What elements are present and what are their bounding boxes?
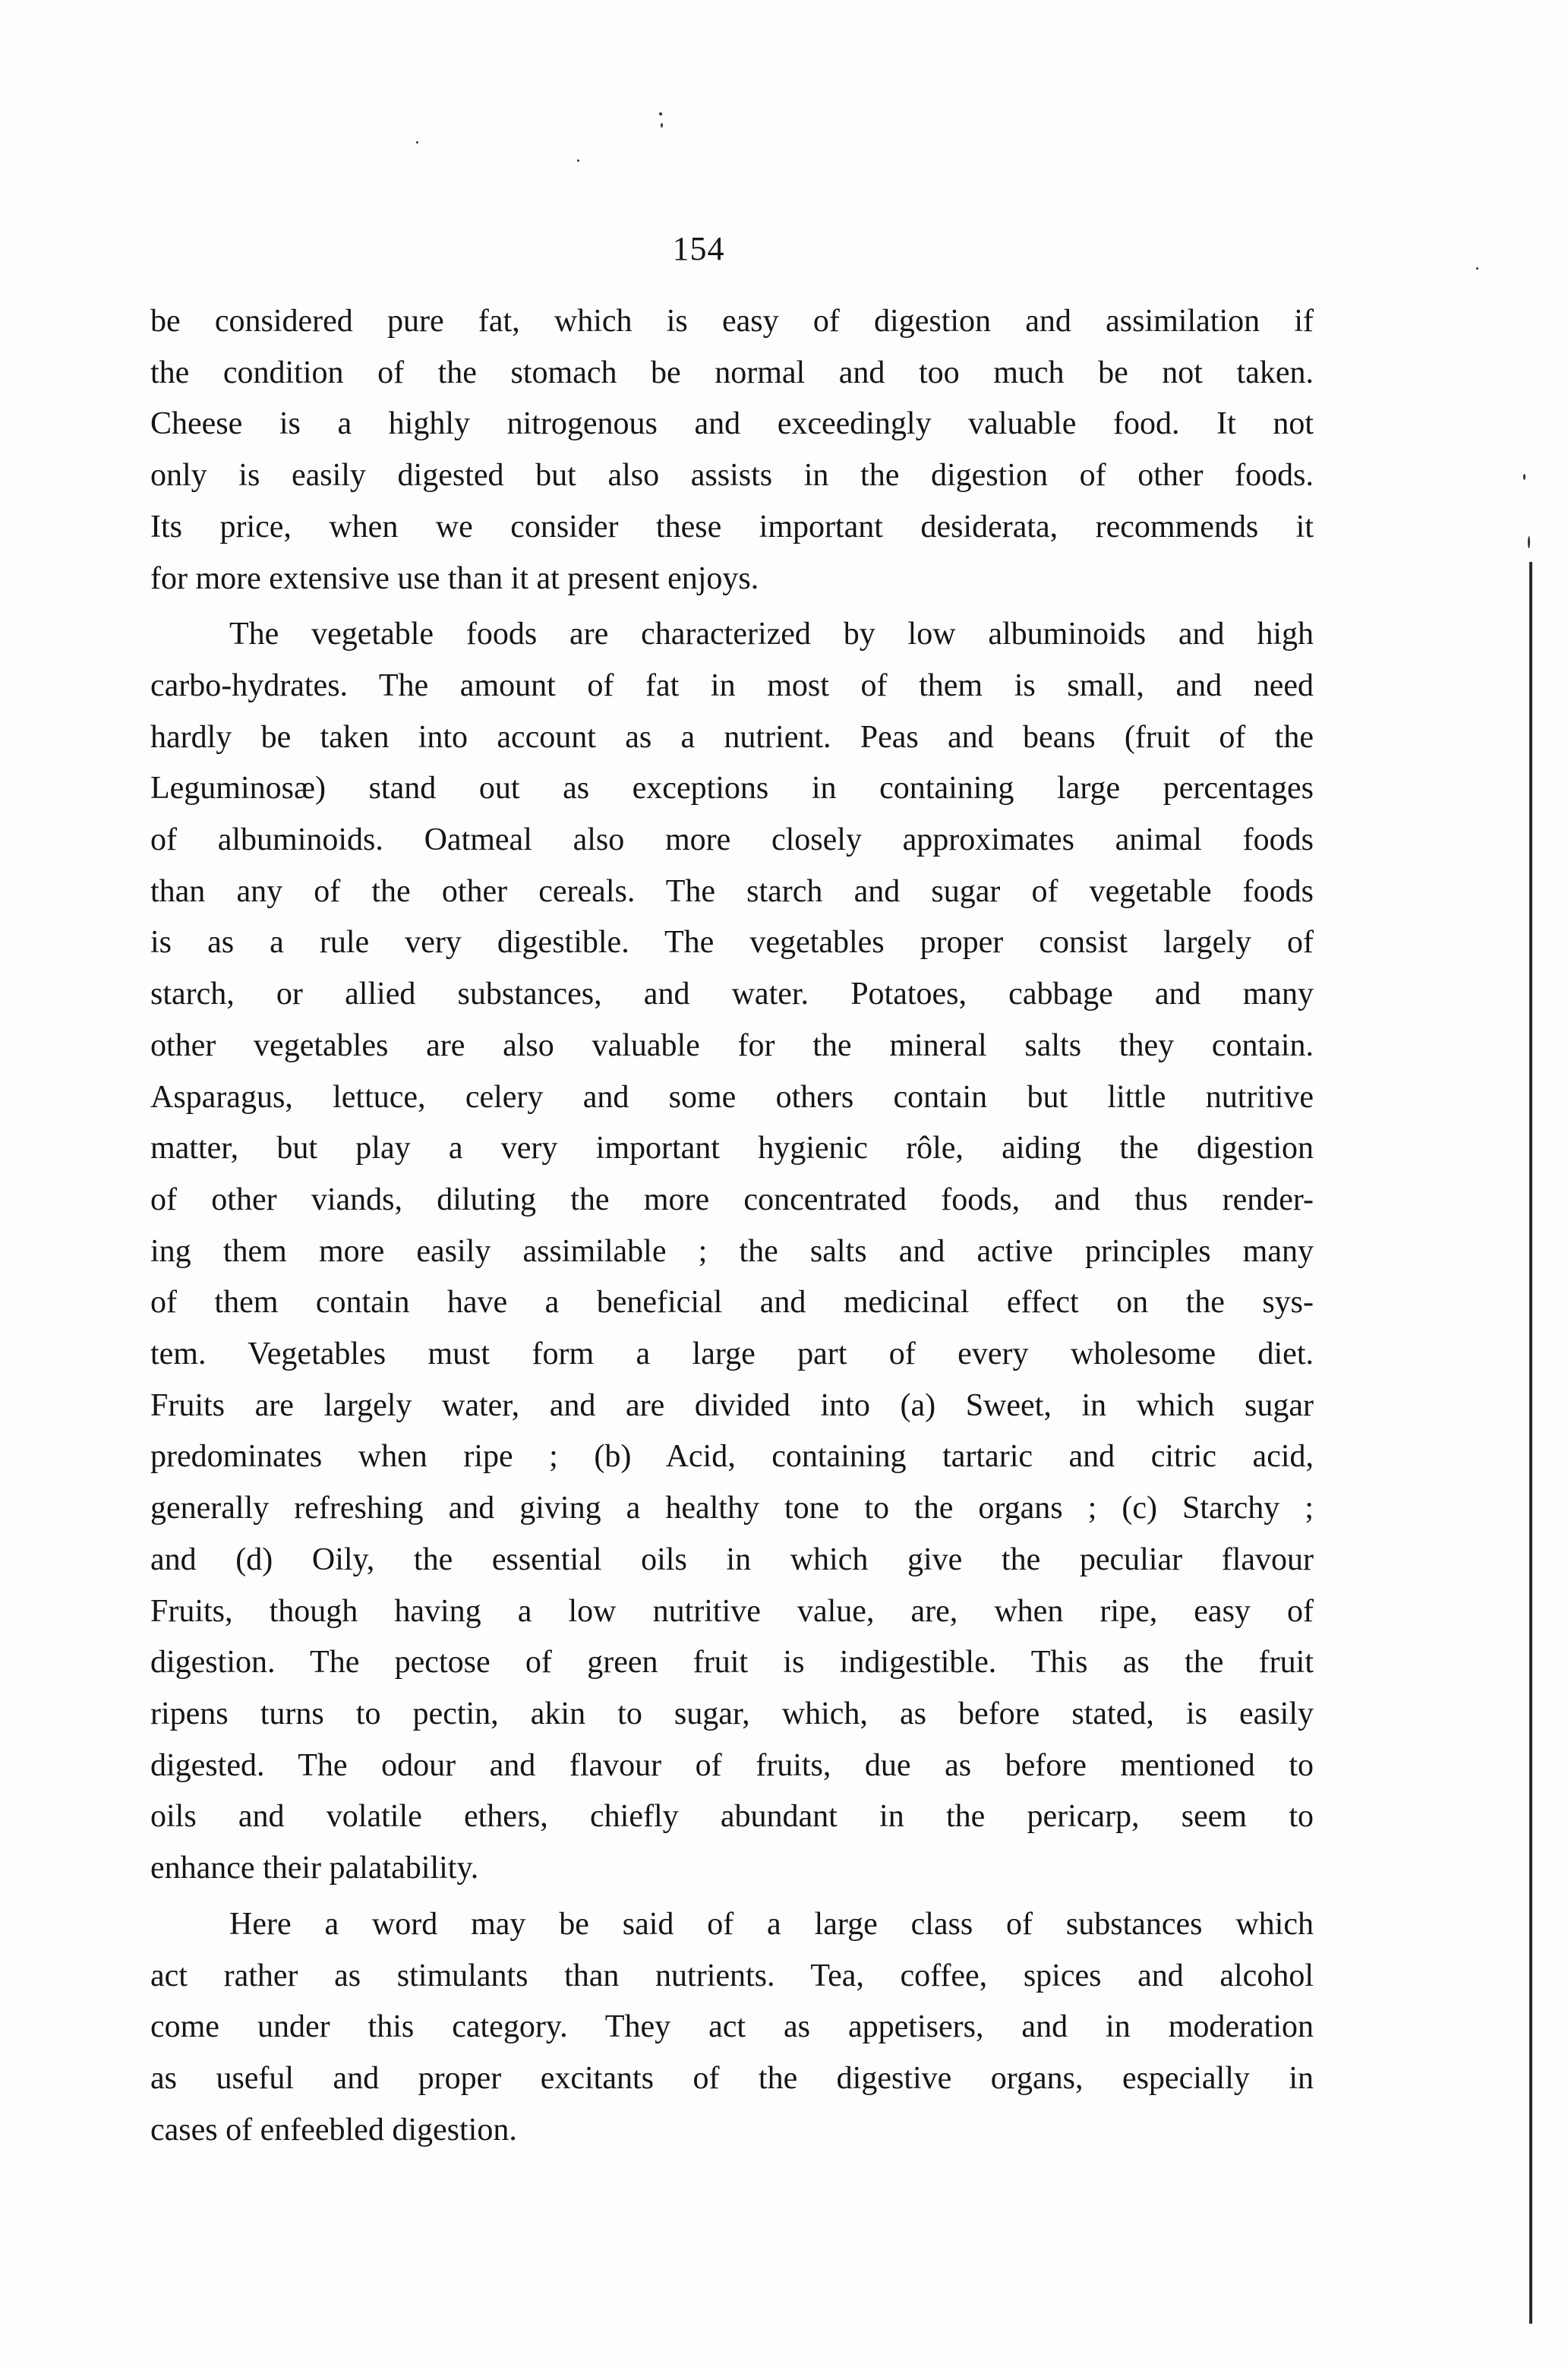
text-line: of albuminoids. Oatmeal also more closely approximates animal foods (150, 822, 1314, 858)
text-line: ripens turns to pectin, akin to sugar, which, as before stated, is easily (150, 1696, 1314, 1731)
scan-speck (577, 159, 579, 162)
scan-speck (416, 141, 418, 144)
body-text (150, 296, 1314, 2156)
text-line: is as a rule very digestible. The vegetables proper consist largely of (150, 925, 1314, 961)
scan-speck (1528, 536, 1530, 548)
text-line: Cheese is a highly nitrogenous and exceedingly valuable food. It not (150, 406, 1314, 442)
text-line: starch, or allied substances, and water. Potatoes, cabbage and many (150, 977, 1314, 1012)
text-line: digested. The odour and flavour of fruits, due as before mentioned to (150, 1747, 1314, 1783)
text-line: only is easily digested but also assists in the digestion of other foods. (150, 458, 1314, 494)
para-vegetable-foods (150, 609, 1314, 1895)
text-line: other vegetables are also valuable for the mineral salts they contain. (150, 1027, 1314, 1063)
text-line: of them contain have a beneficial and medicinal effect on the sys- (150, 1285, 1314, 1321)
text-line: tem. Vegetables must form a large part of every wholesome diet. (150, 1336, 1314, 1372)
text-line: act rather as stimulants than nutrients. Tea, coffee, spices and alcohol (150, 1958, 1314, 1993)
text-line: cases of enfeebled digestion. (150, 2112, 517, 2148)
text-line: enhance their palatability. (150, 1851, 479, 1886)
text-line: generally refreshing and giving a healthy tone to the organs ; (c) Starchy ; (150, 1491, 1314, 1526)
text-line: Here a word may be said of a large class of substances which (229, 1906, 1314, 1942)
text-line: of other viands, diluting the more concentrated foods, and thus render- (150, 1182, 1314, 1217)
text-line: ing them more easily assimilable ; the salts and active principles many (150, 1233, 1314, 1269)
scan-speck (1476, 267, 1478, 270)
scan-speck (1523, 474, 1525, 480)
text-line: the condition of the stomach be normal and too much be not taken. (150, 355, 1314, 390)
scan-speck (661, 123, 663, 128)
para-stimulants (150, 1899, 1314, 2157)
text-line: The vegetable foods are characterized by low albuminoids and high (229, 617, 1314, 652)
text-line: digestion. The pectose of green fruit is indigestible. This as the fruit (150, 1645, 1314, 1680)
page-number: 154 (672, 230, 725, 267)
text-line: Its price, when we consider these important desiderata, recommends it (150, 509, 1314, 544)
text-line: hardly be taken into account as a nutrient. Peas and beans (fruit of the (150, 719, 1314, 755)
text-line: carbo-hydrates. The amount of fat in most of them is small, and need (150, 667, 1314, 703)
scan-speck (659, 112, 662, 115)
text-line: predominates when ripe ; (b) Acid, containing tartaric and citric acid, (150, 1439, 1314, 1475)
text-line: Fruits, though having a low nutritive value, are, when ripe, easy of (150, 1593, 1314, 1629)
text-line: and (d) Oily, the essential oils in which give the peculiar flavour (150, 1542, 1314, 1577)
text-line: Leguminosæ) stand out as exceptions in containing large percentages (150, 771, 1314, 806)
text-line: oils and volatile ethers, chiefly abundant in the pericarp, seem to (150, 1799, 1314, 1835)
page-binding-edge (1529, 562, 1532, 2324)
text-line: matter, but play a very important hygienic rôle, aiding the digestion (150, 1131, 1314, 1166)
para-fat-cheese (150, 296, 1314, 604)
text-line: for more extensive use than it at present enjoys. (150, 560, 759, 596)
text-line: as useful and proper excitants of the digestive organs, especially in (150, 2060, 1314, 2096)
text-line: than any of the other cereals. The starch and sugar of vegetable foods (150, 873, 1314, 909)
text-line: Fruits are largely water, and are divided into (a) Sweet, in which sugar (150, 1387, 1314, 1423)
text-line: be considered pure fat, which is easy of digestion and assimilation if (150, 304, 1314, 339)
text-line: come under this category. They act as appetisers, and in moderation (150, 2009, 1314, 2045)
text-line: Asparagus, lettuce, celery and some others contain but little nutritive (150, 1079, 1314, 1115)
